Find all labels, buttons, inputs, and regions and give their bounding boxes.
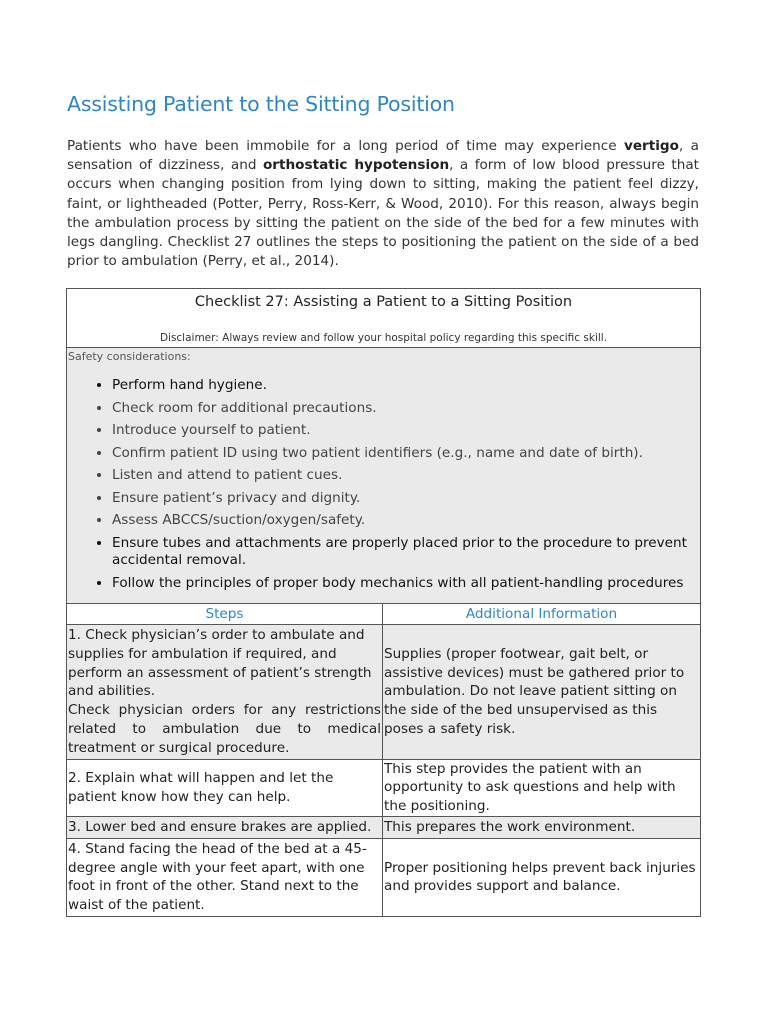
table-row xyxy=(67,625,701,760)
info-text: This prepares the work environment. xyxy=(384,818,636,835)
section-title: Assisting Patient to the Sitting Position xyxy=(67,92,455,116)
info-cell xyxy=(383,759,701,816)
intro-paragraph xyxy=(67,137,699,271)
step-cell xyxy=(67,625,383,760)
safety-item: • Listen and attend to patient cues. xyxy=(112,467,700,485)
safety-considerations xyxy=(67,348,701,604)
step-text: 3. Lower bed and ensure brakes are applied. xyxy=(68,818,372,835)
step-extra-text: Check physician orders for any restrictions related to ambulation due to medical treatment or surgical procedure. xyxy=(68,702,381,756)
table-row xyxy=(67,838,701,916)
info-text: Supplies (proper footwear, gait belt, or assistive devices) must be gathered prior to ambulation. Do not leave patient sitting on the side of the bed unsupervised as this poses a safety risk. xyxy=(384,645,685,737)
info-cell xyxy=(383,625,701,760)
checklist-title: Checklist 27: Assisting a Patient to a Sitting Position xyxy=(194,294,573,310)
safety-item: • Assess ABCCS/suction/oxygen/safety. xyxy=(112,512,700,530)
safety-item: • Perform hand hygiene. xyxy=(112,377,700,395)
safety-list xyxy=(67,377,700,592)
term-orthostatic-hypotension: orthostatic hypotension xyxy=(262,157,450,174)
safety-item: • Confirm patient ID using two patient identifiers (e.g., name and date of birth). xyxy=(112,445,700,463)
checklist-header-row xyxy=(67,289,701,348)
safety-row xyxy=(67,348,701,604)
checklist-header xyxy=(67,289,701,348)
checklist-table xyxy=(66,288,701,917)
intro-text-3: , a form of low blood pressure that occurs when changing position from lying down to sitting, making the patient feel dizzy, faint, or lightheaded (Potter, Perry, Ross-Kerr, & Wood, 2010). For this reason, always begin the ambulation process by sitting the patient on the side of the bed for a few minutes with legs dangling. Checklist 27 outlines the steps to positioning the patient on the side of a bed prior to ambulation (Perry, et al., 2014). xyxy=(67,157,699,270)
term-vertigo: vertigo xyxy=(623,138,679,154)
intro-text-2: , a sensation of dizziness, and xyxy=(67,138,699,174)
info-cell xyxy=(383,816,701,838)
info-cell xyxy=(383,838,701,916)
step-text: 4. Stand facing the head of the bed at a 45-degree angle with your feet apart, with one foot in front of the other. Stand next to the waist of the patient. xyxy=(68,840,367,914)
safety-item: • Ensure tubes and attachments are properly placed prior to the procedure to prevent accidental removal. xyxy=(112,535,700,570)
intro-text-1: Patients who have been immobile for a long period of time may experience xyxy=(67,138,624,154)
step-cell xyxy=(67,759,383,816)
safety-item: • Check room for additional precautions. xyxy=(112,400,700,418)
step-cell xyxy=(67,838,383,916)
info-text: Proper positioning helps prevent back injuries and provides support and balance. xyxy=(384,859,696,895)
table-row xyxy=(67,816,701,838)
safety-item: • Follow the principles of proper body mechanics with all patient-handling procedures xyxy=(112,575,700,593)
step-text: 2. Explain what will happen and let the patient know how they can help. xyxy=(68,769,334,805)
safety-item: • Ensure patient’s privacy and dignity. xyxy=(112,490,700,508)
checklist-disclaimer: Disclaimer: Always review and follow your hospital policy regarding this specific skill. xyxy=(159,332,608,344)
safety-item: • Introduce yourself to patient. xyxy=(112,422,700,440)
step-text: 1. Check physician’s order to ambulate and supplies for ambulation if required, and perform an assessment of patient’s strength and abilities. xyxy=(68,627,372,700)
safety-label: Safety considerations: xyxy=(68,350,191,363)
column-header-additional-info: Additional Information xyxy=(383,604,701,625)
step-cell xyxy=(67,816,383,838)
column-header-steps: Steps xyxy=(67,604,383,625)
info-text: This step provides the patient with an opportunity to ask questions and help with the positioning. xyxy=(384,760,676,815)
table-row xyxy=(67,759,701,816)
column-header-row xyxy=(67,604,701,625)
